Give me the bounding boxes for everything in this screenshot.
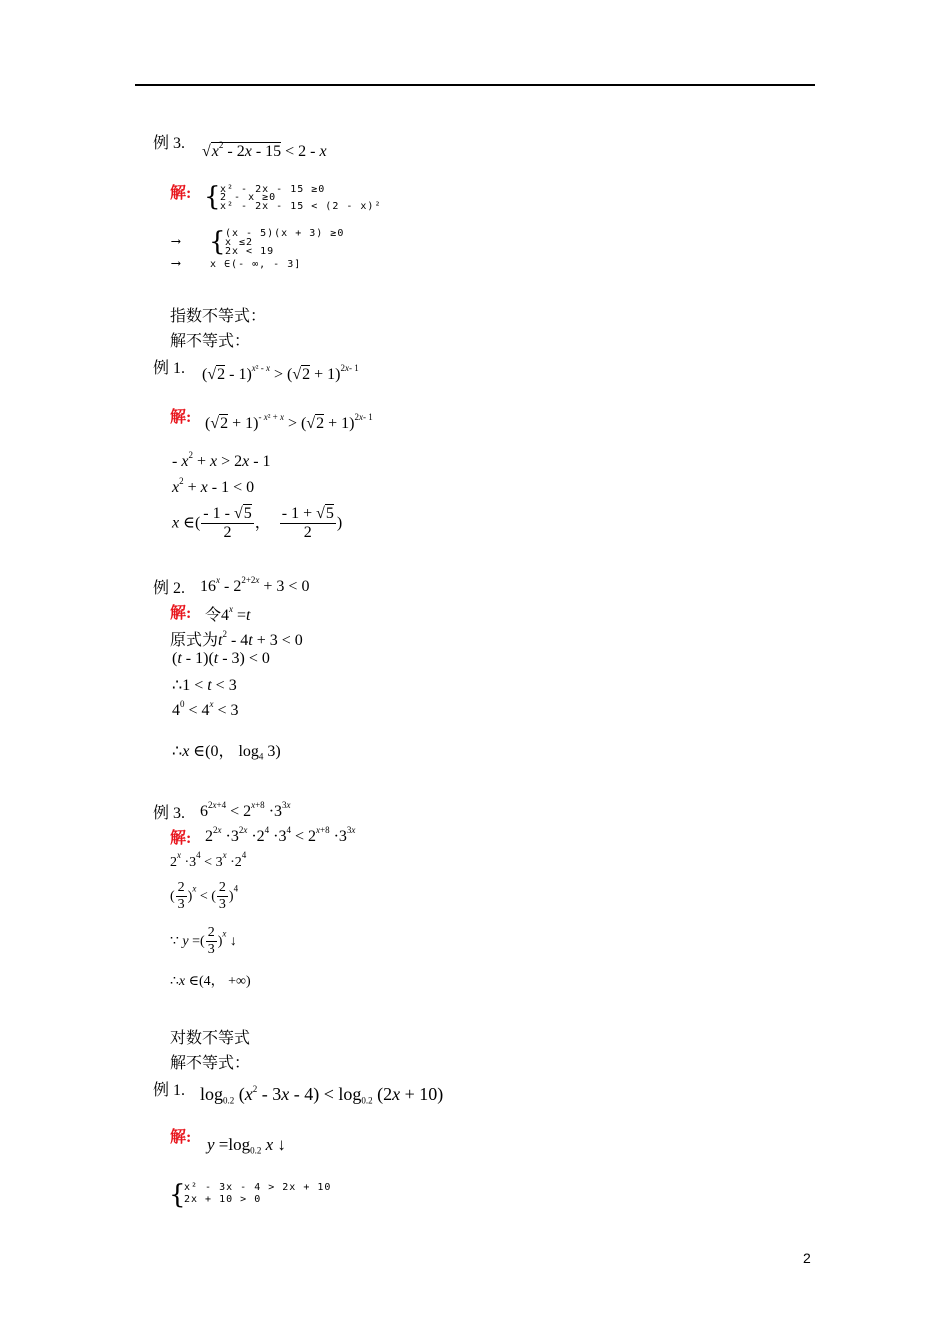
equation: 原式为$t^2 - 4t + 3 < 0$	[170, 628, 303, 649]
equation: ∴1 < t < 3	[172, 677, 237, 694]
equation: x ∈( $\frac{- 1 - √5}{2}$ ， $\frac{- 1 + √5}{2}$ )	[172, 505, 343, 542]
equation: $y =\log_{0.2}$ x ↓	[207, 1135, 286, 1156]
header-rule	[135, 84, 815, 86]
arrow-icon: ⟶	[172, 234, 181, 249]
small-line: (x - 5)(x + 3) ≥0	[225, 228, 345, 239]
small-line: x ≤2	[225, 237, 254, 248]
equation: - $x^2 + x > 2x - 1$	[172, 449, 271, 470]
example-label: 例 2.	[153, 580, 186, 597]
equation: (t - 1)(t - 3) < 0	[172, 650, 270, 667]
equation: ( $\frac{2}{3}$ )$^x$ < ( $\frac{2}{3}$ )$^4$	[170, 880, 239, 913]
equation: $(√2 - 1)^{x^2 - x} > (√2 + 1)^{2x- 1}$	[202, 362, 359, 383]
arrow-icon: ⟶	[172, 256, 181, 271]
equation: $(√2 + 1)^{- x^2 + x} > (√2 + 1)^{2x- 1}$	[205, 411, 373, 432]
example-label: 例 1.	[153, 1082, 186, 1099]
therefore-icon: ∴	[172, 677, 183, 694]
equation: 令$4^x =t$	[205, 603, 251, 624]
section-title: 指数不等式：	[170, 308, 267, 325]
original-text: 原式为	[170, 632, 219, 649]
small-line: x² - 2x - 15 ≥0	[220, 184, 326, 195]
equation: $x^2 + x - 1 < 0$	[172, 475, 255, 496]
left-brace: {	[169, 1180, 186, 1210]
equation: ∴x ∈(4， +∞)	[170, 974, 251, 989]
small-line: x ∈(- ∞, - 3]	[210, 259, 302, 270]
equation: $6^{2x+4} < 2^{x+8} \cdot 3^{3x}$	[200, 799, 291, 820]
let-text: 令	[205, 607, 222, 624]
equation: $2^{2x} \cdot 3^{2x} \cdot 2^4 \cdot 3^4 < 2^{x+8} \cdot 3^{3x}$	[205, 824, 356, 845]
left-brace: {	[209, 227, 226, 257]
equation-sqrt: $√x^2 - 2x - 15 < 2 - x$	[202, 139, 327, 160]
section-title: 对数不等式	[170, 1030, 251, 1047]
therefore-icon: ∴	[170, 974, 179, 989]
example-label: 例 3.	[153, 805, 186, 822]
solve-label: 解:	[170, 830, 192, 847]
small-line: x² - 3x - 4 > 2x + 10	[184, 1182, 332, 1193]
because-icon: ∵	[170, 933, 179, 949]
therefore-icon: ∴	[172, 743, 183, 760]
solve-label: 解:	[170, 1129, 192, 1146]
page-number: 2	[803, 1250, 811, 1266]
section-subtitle: 解不等式：	[170, 333, 251, 350]
example-label: 例 3.	[153, 135, 186, 152]
small-line: 2x + 10 > 0	[184, 1194, 262, 1205]
small-line: 2x < 19	[225, 246, 275, 257]
equation: $2^x \cdot 3^4 < 3^x \cdot 2^4$	[170, 850, 247, 871]
solve-label: 解:	[170, 605, 192, 622]
equation: $4^0 < 4^x < 3$	[172, 698, 239, 719]
equation: ∴x ∈(0， $\log_4 3$)	[172, 743, 281, 762]
equation: ∵ y =( $\frac{2}{3}$ )$^x$ ↓	[170, 925, 237, 958]
section-subtitle: 解不等式：	[170, 1055, 251, 1072]
equation: $16^x - 2^{2+2x} + 3 < 0$	[200, 574, 310, 595]
solve-label: 解:	[170, 409, 192, 426]
example-label: 例 1.	[153, 360, 186, 377]
small-line: x² - 2x - 15 < (2 - x)²	[220, 201, 382, 212]
left-brace: {	[204, 182, 221, 212]
equation: $\log_{0.2} (x^2 - 3x - 4) < \log_{0.2} (2x + 10)$	[200, 1083, 444, 1106]
small-line: 2 - x ≥0	[220, 192, 277, 203]
solve-label: 解:	[170, 185, 192, 202]
